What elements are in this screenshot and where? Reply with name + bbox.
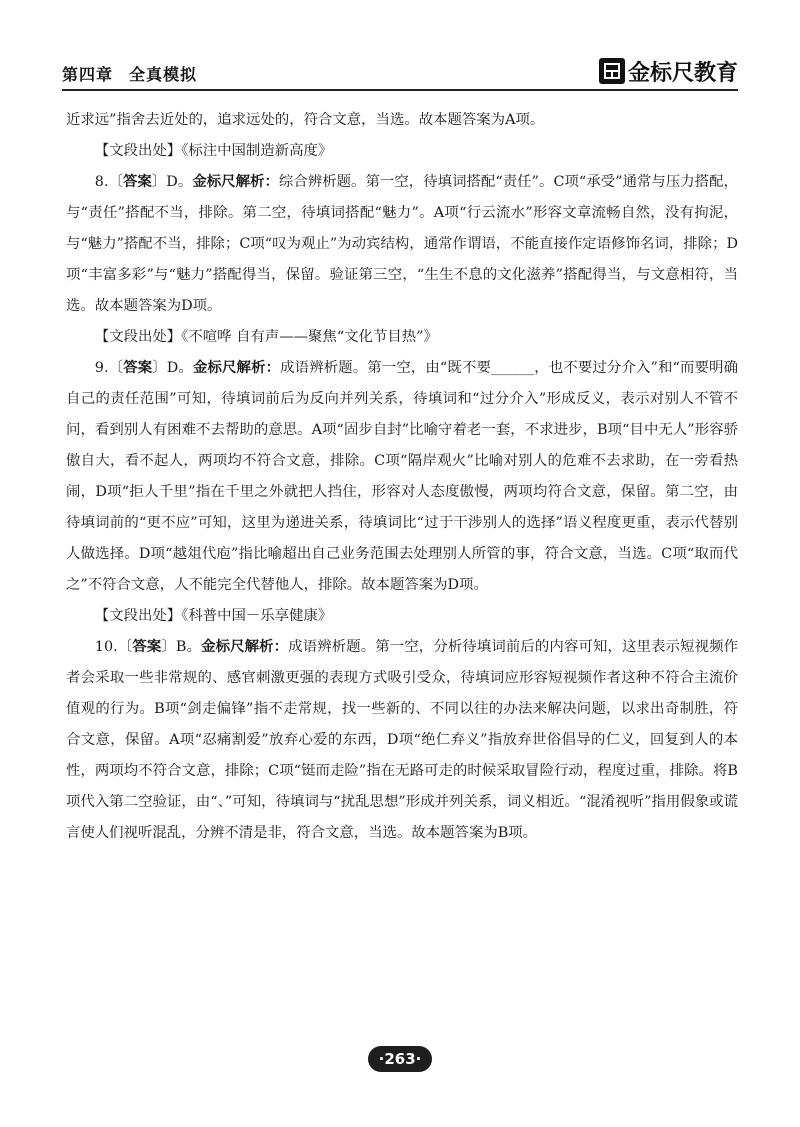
answer-8 bbox=[66, 167, 738, 322]
analysis-label: 金标尺解析： bbox=[201, 639, 289, 655]
answer-choice: 〕D。 bbox=[152, 360, 193, 376]
page-content bbox=[66, 105, 738, 849]
page-number: ·263· bbox=[368, 1046, 432, 1072]
header-divider bbox=[62, 89, 738, 91]
answer-10 bbox=[66, 632, 738, 849]
answer-label: 答案 bbox=[123, 360, 153, 376]
answer-9 bbox=[66, 353, 738, 601]
analysis-label: 金标尺解析： bbox=[192, 174, 279, 190]
analysis-label: 金标尺解析： bbox=[192, 360, 281, 376]
answer-choice: 〕D。 bbox=[151, 174, 193, 190]
brand-name: 金标尺教育 bbox=[627, 60, 738, 86]
chapter-number: 第四章 bbox=[62, 65, 114, 84]
answer-choice: 〕B。 bbox=[161, 639, 202, 655]
question-number: 9.〔 bbox=[94, 360, 124, 376]
source-citation-7: 【文段出处】《标注中国制造新高度》 bbox=[94, 143, 333, 159]
answer-label: 答案 bbox=[123, 174, 152, 190]
question-number: 8.〔 bbox=[94, 174, 123, 190]
question-number: 10.〔 bbox=[94, 639, 133, 655]
paragraph-continuation: 近求远”指舍去近处的，追求远处的，符合文意，当选。故本题答案为A项。 bbox=[66, 112, 545, 128]
page-header bbox=[62, 54, 738, 90]
analysis-text: 成语辨析题。第一空，分析待填词前后的内容可知，这里表示短视频作者会采取一些非常规的、感官刺激更强的表现方式吸引受众，待填词应形容短视频作者这种不符合主流价值观的行为。B项“剑走偏锋”指不走常规，找一些新的、不同以往的办法来解决问题，以求出奇制胜，符合文意，保留。A项“忍痛割爱”放弃心爱的东西，D项“绝仁弃义”指放弃世俗倡导的仁义，回复到人的本性，两项均不符合文意，排除；C项“铤而走险”指在无路可走的时候采取冒险行动，程度过重，排除。将B项代入第二空验证，由“、”可知，待填词与“扰乱思想”形成并列关系，词义相近。“混淆视听”指用假象或谎言使人们视听混乱，分辨不清是非，符合文意，当选。故本题答案为B项。 bbox=[66, 639, 738, 841]
brand-logo bbox=[599, 56, 738, 86]
section-title: 全真模拟 bbox=[129, 65, 198, 84]
chapter-title bbox=[62, 62, 197, 85]
analysis-text: 综合辨析题。第一空，待填词搭配“责任”。C项“承受”通常与压力搭配，与“责任”搭配不当，排除。第二空，待填词搭配“魅力”。A项“行云流水”形容文章流畅自然，没有拘泥，与“魅力”搭配不当，排除；C项“叹为观止”为动宾结构，通常作谓语，不能直接作定语修饰名词，排除；D项“丰富多彩”与“魅力”搭配得当，保留。验证第三空，“生生不息的文化滋养”搭配得当，与文意相符，当选。故本题答案为D项。 bbox=[66, 174, 738, 314]
brand-book-icon bbox=[599, 58, 625, 84]
answer-label: 答案 bbox=[132, 639, 162, 655]
analysis-text: 成语辨析题。第一空，由“既不要______，也不要过分介入”和“而要明确自己的责任范围”可知，待填词前后为反向并列关系，待填词和“过分介入”形成反义，表示对别人不管不问，看到别人有困难不去帮助的意思。A项“固步自封”比喻守着老一套，不求进步，B项“目中无人”形容骄傲自大，看不起人，两项均不符合文意，排除。C项“隔岸观火”比喻对别人的危难不去求助，在一旁看热闹，D项“拒人千里”指在千里之外就把人挡住，形容对人态度傲慢，两项均符合文意，保留。第二空，由待填词前的“更不应”可知，这里为递进关系，待填词比“过于干涉别人的选择”语义程度更重，表示代替别人做选择。D项“越俎代庖”指比喻超出自己业务范围去处理别人所管的事，符合文意，当选。C项“取而代之”不符合文意，人不能完全代替他人，排除。故本题答案为D项。 bbox=[66, 360, 738, 593]
source-citation-8: 【文段出处】《不喧哗 自有声——聚焦“文化节目热”》 bbox=[94, 329, 438, 345]
source-citation-9: 【文段出处】《科普中国－乐享健康》 bbox=[94, 608, 333, 624]
